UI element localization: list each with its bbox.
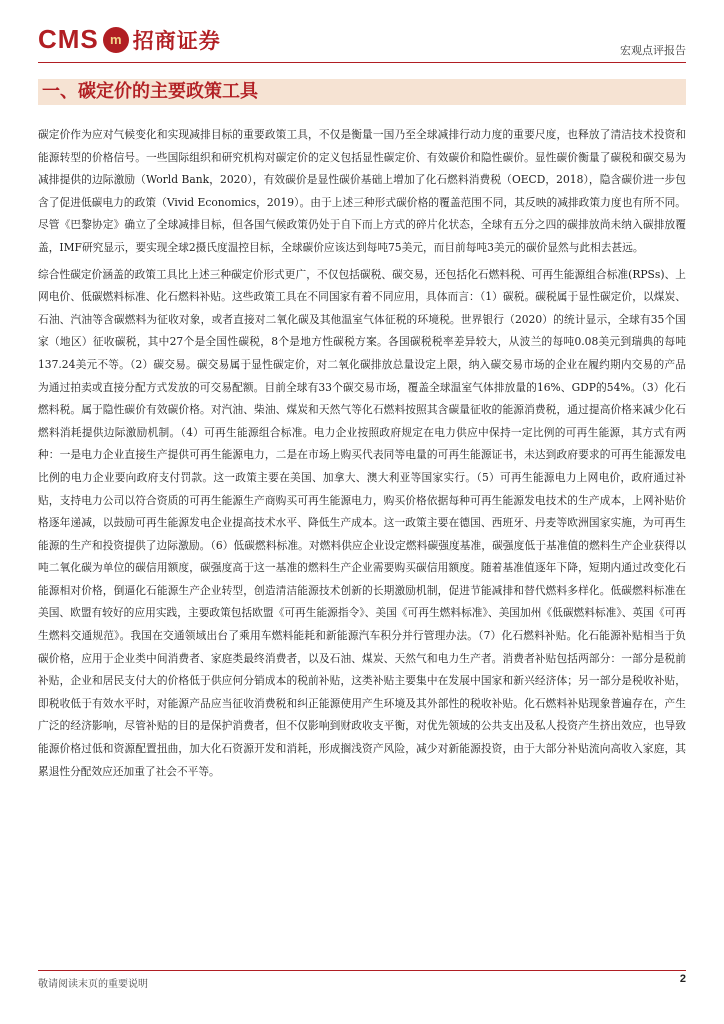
disclaimer-note: 敬请阅读末页的重要说明 [38,979,148,990]
section-title: 一、碳定价的主要政策工具 [42,81,258,102]
footer-divider [38,970,686,971]
paragraph-policy-tools: 综合性碳定价涵盖的政策工具比上述三种碳定价形式更广，不仅包括碳税、碳交易，还包括化石燃料税、可再生能源组合标准(RPSs)、上网电价、低碳燃料标准、化石燃料补贴。这些政策工具在不同国家有着不同应用，具体而言：（1）碳税。碳税属于显性碳定价，以煤炭、石油、汽油等含碳燃料为征收对象，或者直接对二氧化碳及其他温室气体征税的环境税。世界银行（2020）的统计显示，全球有35个国家（地区）征收碳税，其中27个是全国性碳税，8个是地方性碳税方案。各国碳税税率差异较大，从波兰的每吨0.08美元到瑞典的每吨137.24美元不等。（2）碳交易。碳交易属于显性碳定价，对二氧化碳排放总量设定上限，纳入碳交易市场的企业在履约期内交易的产品为通过拍卖或直接分配方式发放的可交易配额。目前全球有33个碳交易市场，覆盖全球温室气体排放量的16%、GDP的54%。（3）化石燃料税。属于隐性碳价有效碳价格。对汽油、柴油、煤炭和天然气等化石燃料按照其含碳量征收的能源消费税，通过提高价格来减少化石燃料消耗提供边际激励机制。（4）可再生能源组合标准。电力企业按照政府规定在电力供应中保持一定比例的可再生能源，其方式有两种：一是电力企业直接生产提供可再生能源电力，二是在市场上购买代表同等电量的可再生能源证书，未达到政府要求的可再生能源发电比例的电力企业要向政府支付罚款。这一政策主要在美国、加拿大、澳大利亚等国家实行。（5）可再生能源电力上网电价，政府通过补贴，支持电力公司以符合资质的可再生能源生产商购买可再生能源电力，购买价格依据每种可再生能源发电技术的生产成本，上网补贴价格逐年递减，以鼓励可再生能源发电企业提高技术水平、降低生产成本。这一政策主要在德国、西班牙、丹麦等欧洲国家实施，为可再生能源的生产和投资提供了边际激励。（6）低碳燃料标准。对燃料供应企业设定燃料碳强度基准，碳强度低于基准值的燃料生产企业获得以吨二氧化碳为单位的碳信用额度，碳强度高于这一基准的燃料生产企业需要购买碳信用额度。随着基准值逐年下降，短期内通过改变化石能源相对价格，倒逼化石能源生产企业转型，创造清洁能源技术创新的长期激励机制，促进节能减排和替代燃料多样化。低碳燃料标准在美国、欧盟有较好的应用实践，主要政策包括欧盟《可再生能源指令》、美国《可再生燃料标准》、美国加州《低碳燃料标准》、英国《可再生燃料交通规范》。我国在交通领域出台了乘用车燃料能耗和新能源汽车积分并行管理办法。（7）化石燃料补贴。化石能源补贴相当于负碳价格，应用于企业类中间消费者、家庭类最终消费者，以及石油、煤炭、天然气和电力生产者。消费者补贴包括两部分：一部分是税前补贴，企业和居民支付大的价格低于供应何分销成本的税前补贴，这类补贴主要集中在发展中国家和新兴经济体；另一部分是税收补贴，即税收低于有效水平时，对能源产品应当征收消费税和纠正能源使用产生环境及其外部性的税收补贴。化石燃料补贴现象普遍存在，产生广泛的经济影响，尽管补贴的目的是保护消费者，但不仅影响到财政收支平衡，对优先领域的公共支出及私人投资产生挤出效应，也导致能源价格过低和资源配置扭曲，加大化石资源开发和消耗，形成搁浅资产风险，减少对新能源投资，由于大部分补贴流向高收入家庭，其累退性分配效应还加重了社会不平等。 [38,267,686,778]
header-divider [38,62,686,63]
body-content [38,124,686,787]
logo-latin: CMS [38,24,99,54]
logo-mark-icon: m [103,27,129,53]
paragraph-intro: 碳定价作为应对气候变化和实现减排目标的重要政策工具，不仅是衡量一国乃至全球减排行动力度的重要尺度，也释放了清洁技术投资和能源转型的价格信号。一些国际组织和研究机构对碳定价的定义包括显性碳定价、有效碳价和隐性碳价。显性碳价衡量了碳税和碳交易为减排提供的边际激励（World Bank，2020），有效碳价是显性碳价基础上增加了化石燃料消费税（OECD，2018），隐含碳价进一步包含了促进低碳电力的政策（Vivid Economics，2019）。由于上述三种形式碳价格的覆盖范围不同，其反映的减排政策力度也有所不同。尽管《巴黎协定》确立了全球减排目标，但各国气候政策仍处于自下而上方式的碎片化状态，全球有五分之四的碳排放尚未纳入碳排放覆盖，IMF研究显示，要实现全球2摄氏度温控目标，全球碳价应该达到每吨75美元，而目前每吨3美元的碳价显然与此相去甚远。 [38,128,686,254]
section-heading-bar [38,79,686,105]
page-header [38,22,686,66]
report-type-label: 宏观点评报告 [620,44,686,57]
logo-chinese-name: 招商证券 [132,28,221,53]
page-number: 2 [679,973,686,985]
company-logo [38,24,221,55]
